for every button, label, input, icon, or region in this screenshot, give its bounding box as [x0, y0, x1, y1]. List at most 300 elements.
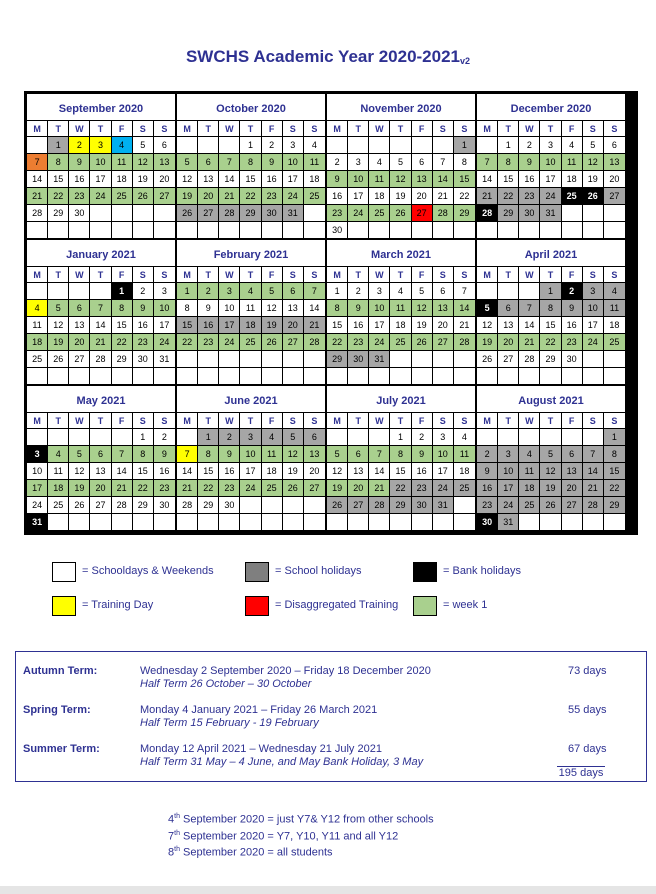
day-cell: 26	[177, 204, 198, 221]
day-cell: 17	[240, 462, 261, 479]
day-cell: 15	[454, 170, 475, 187]
day-cell: 20	[283, 316, 304, 333]
day-cell: 24	[348, 204, 369, 221]
day-cell: 25	[604, 333, 625, 350]
day-cell: 18	[112, 170, 133, 187]
day-cell: 28	[304, 333, 325, 350]
weekday-header: M	[477, 120, 498, 136]
day-cell: 30	[348, 350, 369, 367]
day-cell: 8	[327, 299, 348, 316]
weekday-header: T	[48, 412, 69, 428]
weekday-header: S	[454, 266, 475, 282]
weekday-header: S	[433, 412, 454, 428]
day-cell	[154, 221, 175, 238]
day-cell: 17	[433, 462, 454, 479]
weekday-header: S	[454, 120, 475, 136]
day-cell: 8	[177, 299, 198, 316]
day-cell: 25	[369, 204, 390, 221]
day-cell: 11	[519, 462, 540, 479]
month-name: May 2021	[76, 395, 126, 407]
month-name: February 2021	[213, 249, 289, 261]
day-cell: 17	[369, 316, 390, 333]
day-cell	[48, 221, 69, 238]
day-cell: 18	[369, 187, 390, 204]
day-cell: 1	[327, 282, 348, 299]
day-cell	[583, 204, 604, 221]
term-days: 67 days	[568, 743, 607, 755]
day-cell	[454, 221, 475, 238]
day-cell	[240, 513, 261, 530]
weekday-header: M	[327, 120, 348, 136]
day-cell: 12	[412, 299, 433, 316]
day-cell: 2	[262, 136, 283, 153]
day-cell: 9	[412, 445, 433, 462]
weekday-header: T	[498, 266, 519, 282]
month-6	[327, 240, 477, 386]
day-cell: 19	[283, 462, 304, 479]
term-label: Spring Term:	[23, 704, 91, 716]
day-cell: 29	[604, 496, 625, 513]
day-cell: 24	[219, 333, 240, 350]
day-cell: 11	[240, 299, 261, 316]
page-bottom-edge	[0, 886, 656, 894]
day-cell: 9	[519, 153, 540, 170]
day-cell	[348, 221, 369, 238]
day-cell: 5	[262, 282, 283, 299]
day-cell: 24	[90, 187, 111, 204]
day-cell: 28	[177, 496, 198, 513]
day-cell	[283, 350, 304, 367]
day-cell: 6	[304, 428, 325, 445]
weekday-header: F	[112, 120, 133, 136]
day-cell: 4	[562, 136, 583, 153]
day-cell	[90, 367, 111, 384]
day-cell: 29	[390, 496, 411, 513]
day-cell	[348, 513, 369, 530]
day-cell	[177, 221, 198, 238]
month-4	[27, 240, 177, 386]
day-cell: 24	[240, 479, 261, 496]
day-cell	[433, 136, 454, 153]
term-half-term: Half Term 26 October – 30 October	[140, 678, 312, 690]
day-cell: 7	[112, 445, 133, 462]
day-cell: 29	[240, 204, 261, 221]
day-cell: 11	[27, 316, 48, 333]
weekday-header: F	[412, 266, 433, 282]
legend-label: = Training Day	[82, 599, 154, 611]
day-cell: 1	[48, 136, 69, 153]
term-half-term: Half Term 15 February - 19 February	[140, 717, 319, 729]
day-cell: 24	[433, 479, 454, 496]
weekday-header: S	[133, 412, 154, 428]
day-cell: 18	[390, 316, 411, 333]
day-cell: 11	[604, 299, 625, 316]
day-cell	[154, 513, 175, 530]
day-cell: 20	[198, 187, 219, 204]
day-cell: 2	[477, 445, 498, 462]
day-cell	[48, 428, 69, 445]
day-cell: 18	[48, 479, 69, 496]
day-cell: 4	[240, 282, 261, 299]
day-cell: 2	[348, 282, 369, 299]
day-cell	[69, 513, 90, 530]
day-cell: 29	[198, 496, 219, 513]
day-cell	[240, 496, 261, 513]
day-cell	[327, 136, 348, 153]
day-cell: 16	[154, 462, 175, 479]
day-cell: 3	[498, 445, 519, 462]
day-cell: 22	[498, 187, 519, 204]
day-cell: 26	[48, 350, 69, 367]
day-cell: 13	[69, 316, 90, 333]
day-cell: 23	[519, 187, 540, 204]
day-cell: 1	[133, 428, 154, 445]
term-dates: Monday 12 April 2021 – Wednesday 21 July 2021	[140, 743, 382, 755]
day-cell: 1	[498, 136, 519, 153]
day-cell: 22	[454, 187, 475, 204]
day-cell: 9	[262, 153, 283, 170]
weekday-header: S	[433, 266, 454, 282]
day-cell: 3	[283, 136, 304, 153]
day-cell: 4	[369, 153, 390, 170]
day-cell: 17	[90, 170, 111, 187]
day-cell	[262, 496, 283, 513]
weekday-header: S	[604, 120, 625, 136]
day-cell: 8	[112, 299, 133, 316]
day-cell: 22	[177, 333, 198, 350]
day-cell	[390, 367, 411, 384]
day-cell: 21	[454, 316, 475, 333]
month-9	[177, 386, 327, 532]
day-cell: 9	[219, 445, 240, 462]
day-cell: 23	[219, 479, 240, 496]
weekday-header: M	[27, 120, 48, 136]
day-cell: 26	[540, 496, 561, 513]
day-cell: 7	[433, 153, 454, 170]
day-cell	[262, 221, 283, 238]
day-cell: 14	[27, 170, 48, 187]
day-cell: 27	[69, 350, 90, 367]
day-cell: 20	[412, 187, 433, 204]
day-cell: 3	[583, 282, 604, 299]
day-cell: 24	[369, 333, 390, 350]
term-days: 55 days	[568, 704, 607, 716]
day-cell: 9	[348, 299, 369, 316]
day-cell: 22	[48, 187, 69, 204]
day-cell: 3	[219, 282, 240, 299]
day-cell: 12	[262, 299, 283, 316]
legend-label: = School holidays	[275, 565, 362, 577]
day-cell: 16	[519, 170, 540, 187]
day-cell: 17	[27, 479, 48, 496]
day-cell	[133, 367, 154, 384]
start-notes	[168, 810, 434, 860]
day-cell	[240, 221, 261, 238]
day-cell: 2	[133, 282, 154, 299]
day-cell	[369, 221, 390, 238]
day-cell	[112, 513, 133, 530]
day-cell	[219, 136, 240, 153]
day-cell: 20	[433, 316, 454, 333]
day-cell: 10	[540, 153, 561, 170]
day-cell: 3	[27, 445, 48, 462]
day-cell: 13	[304, 445, 325, 462]
day-cell	[283, 496, 304, 513]
weekday-header: S	[454, 412, 475, 428]
day-cell: 10	[240, 445, 261, 462]
day-cell: 29	[327, 350, 348, 367]
weekday-header: W	[219, 412, 240, 428]
day-cell: 10	[283, 153, 304, 170]
day-cell: 5	[177, 153, 198, 170]
day-cell: 22	[327, 333, 348, 350]
day-cell: 9	[562, 299, 583, 316]
day-cell: 18	[604, 316, 625, 333]
day-cell: 22	[540, 333, 561, 350]
day-cell: 11	[112, 153, 133, 170]
day-cell: 7	[583, 445, 604, 462]
day-cell: 10	[154, 299, 175, 316]
weekday-header: F	[262, 412, 283, 428]
day-cell: 31	[498, 513, 519, 530]
day-cell	[583, 221, 604, 238]
day-cell: 22	[240, 187, 261, 204]
day-cell	[583, 513, 604, 530]
weekday-header: T	[198, 412, 219, 428]
day-cell: 19	[327, 479, 348, 496]
term-label: Summer Term:	[23, 743, 100, 755]
day-cell	[454, 496, 475, 513]
day-cell: 17	[583, 316, 604, 333]
day-cell	[27, 282, 48, 299]
day-cell: 16	[69, 170, 90, 187]
day-cell: 21	[519, 333, 540, 350]
legend-label: = week 1	[443, 599, 488, 611]
day-cell: 29	[498, 204, 519, 221]
day-cell: 16	[562, 316, 583, 333]
day-cell: 4	[519, 445, 540, 462]
day-cell: 1	[240, 136, 261, 153]
day-cell: 9	[133, 299, 154, 316]
day-cell: 12	[69, 462, 90, 479]
day-cell: 23	[198, 333, 219, 350]
day-cell: 22	[198, 479, 219, 496]
day-cell: 31	[27, 513, 48, 530]
day-cell	[177, 350, 198, 367]
day-cell: 1	[540, 282, 561, 299]
day-cell	[48, 513, 69, 530]
day-cell: 23	[412, 479, 433, 496]
total-days: 195 days	[558, 767, 604, 779]
day-cell	[177, 513, 198, 530]
day-cell: 24	[27, 496, 48, 513]
day-cell	[583, 367, 604, 384]
day-cell: 10	[369, 299, 390, 316]
weekday-header: T	[390, 120, 411, 136]
day-cell: 17	[540, 170, 561, 187]
day-cell: 29	[454, 204, 475, 221]
day-cell: 7	[477, 153, 498, 170]
day-cell	[27, 136, 48, 153]
weekday-header: F	[562, 412, 583, 428]
day-cell: 31	[154, 350, 175, 367]
day-cell	[604, 204, 625, 221]
weekday-header: T	[498, 412, 519, 428]
day-cell	[262, 513, 283, 530]
day-cell: 5	[283, 428, 304, 445]
day-cell: 11	[48, 462, 69, 479]
day-cell: 28	[454, 333, 475, 350]
day-cell: 26	[262, 333, 283, 350]
day-cell: 14	[519, 316, 540, 333]
day-cell: 30	[327, 221, 348, 238]
day-cell	[412, 513, 433, 530]
month-7	[477, 240, 627, 386]
day-cell: 22	[112, 333, 133, 350]
weekday-header: S	[583, 412, 604, 428]
weekday-header: W	[219, 266, 240, 282]
day-cell: 10	[348, 170, 369, 187]
day-cell: 6	[90, 445, 111, 462]
day-cell: 21	[219, 187, 240, 204]
day-cell: 12	[540, 462, 561, 479]
day-cell	[133, 513, 154, 530]
day-cell: 11	[454, 445, 475, 462]
day-cell: 25	[304, 187, 325, 204]
month-name: April 2021	[524, 249, 578, 261]
day-cell: 26	[327, 496, 348, 513]
day-cell	[90, 428, 111, 445]
day-cell	[327, 428, 348, 445]
term-half-term: Half Term 31 May – 4 June, and May Bank Holiday, 3 May	[140, 756, 424, 768]
day-cell: 21	[27, 187, 48, 204]
day-cell	[477, 282, 498, 299]
day-cell: 1	[198, 428, 219, 445]
month-5	[177, 240, 327, 386]
day-cell	[69, 282, 90, 299]
legend-label: = Disaggregated Training	[275, 599, 399, 611]
day-cell: 3	[369, 282, 390, 299]
day-cell	[540, 513, 561, 530]
weekday-header: T	[390, 266, 411, 282]
day-cell: 28	[477, 204, 498, 221]
day-cell	[348, 367, 369, 384]
day-cell	[390, 513, 411, 530]
day-cell	[304, 204, 325, 221]
month-0	[27, 94, 177, 240]
day-cell: 11	[390, 299, 411, 316]
weekday-header: W	[69, 120, 90, 136]
day-cell	[433, 367, 454, 384]
note-line: 4th September 2020 = just Y7& Y12 from other schools	[168, 813, 434, 826]
day-cell: 12	[133, 153, 154, 170]
day-cell	[177, 428, 198, 445]
day-cell	[219, 350, 240, 367]
day-cell: 6	[498, 299, 519, 316]
day-cell: 19	[540, 479, 561, 496]
day-cell	[48, 367, 69, 384]
day-cell: 24	[154, 333, 175, 350]
day-cell: 28	[27, 204, 48, 221]
month-name: July 2021	[376, 395, 426, 407]
day-cell: 8	[133, 445, 154, 462]
weekday-header: T	[348, 266, 369, 282]
day-cell: 13	[562, 462, 583, 479]
day-cell: 29	[48, 204, 69, 221]
day-cell: 27	[198, 204, 219, 221]
day-cell	[112, 221, 133, 238]
weekday-header: T	[540, 120, 561, 136]
day-cell	[369, 513, 390, 530]
weekday-header: W	[219, 120, 240, 136]
day-cell: 29	[540, 350, 561, 367]
day-cell: 21	[369, 479, 390, 496]
day-cell	[154, 367, 175, 384]
term-dates: Wednesday 2 September 2020 – Friday 18 December 2020	[140, 665, 431, 677]
weekday-header: W	[369, 266, 390, 282]
day-cell: 28	[90, 350, 111, 367]
day-cell: 26	[583, 187, 604, 204]
day-cell: 5	[477, 299, 498, 316]
day-cell: 26	[283, 479, 304, 496]
legend-swatch	[52, 562, 76, 582]
weekday-header: T	[240, 412, 261, 428]
day-cell: 21	[433, 187, 454, 204]
day-cell: 26	[390, 204, 411, 221]
calendar-grid	[24, 91, 638, 535]
day-cell	[390, 221, 411, 238]
day-cell: 2	[519, 136, 540, 153]
day-cell: 27	[412, 204, 433, 221]
weekday-header: W	[369, 120, 390, 136]
day-cell: 18	[562, 170, 583, 187]
month-name: August 2021	[518, 395, 584, 407]
weekday-header: W	[519, 266, 540, 282]
day-cell	[562, 513, 583, 530]
day-cell: 11	[304, 153, 325, 170]
day-cell: 15	[540, 316, 561, 333]
weekday-header: S	[304, 412, 325, 428]
day-cell: 22	[133, 479, 154, 496]
day-cell: 27	[433, 333, 454, 350]
day-cell: 28	[369, 496, 390, 513]
day-cell	[27, 367, 48, 384]
day-cell: 24	[540, 187, 561, 204]
weekday-header: T	[90, 412, 111, 428]
day-cell: 15	[240, 170, 261, 187]
day-cell	[604, 367, 625, 384]
day-cell	[198, 136, 219, 153]
day-cell: 3	[90, 136, 111, 153]
day-cell: 28	[583, 496, 604, 513]
legend-swatch	[52, 596, 76, 616]
day-cell: 7	[177, 445, 198, 462]
day-cell: 28	[433, 204, 454, 221]
day-cell: 6	[283, 282, 304, 299]
weekday-header: T	[90, 266, 111, 282]
day-cell: 22	[390, 479, 411, 496]
day-cell: 22	[604, 479, 625, 496]
weekday-header: T	[48, 266, 69, 282]
day-cell: 10	[219, 299, 240, 316]
weekday-header: M	[327, 266, 348, 282]
day-cell	[390, 350, 411, 367]
weekday-header: S	[283, 266, 304, 282]
day-cell: 29	[112, 350, 133, 367]
day-cell	[498, 428, 519, 445]
day-cell: 1	[604, 428, 625, 445]
day-cell	[390, 136, 411, 153]
